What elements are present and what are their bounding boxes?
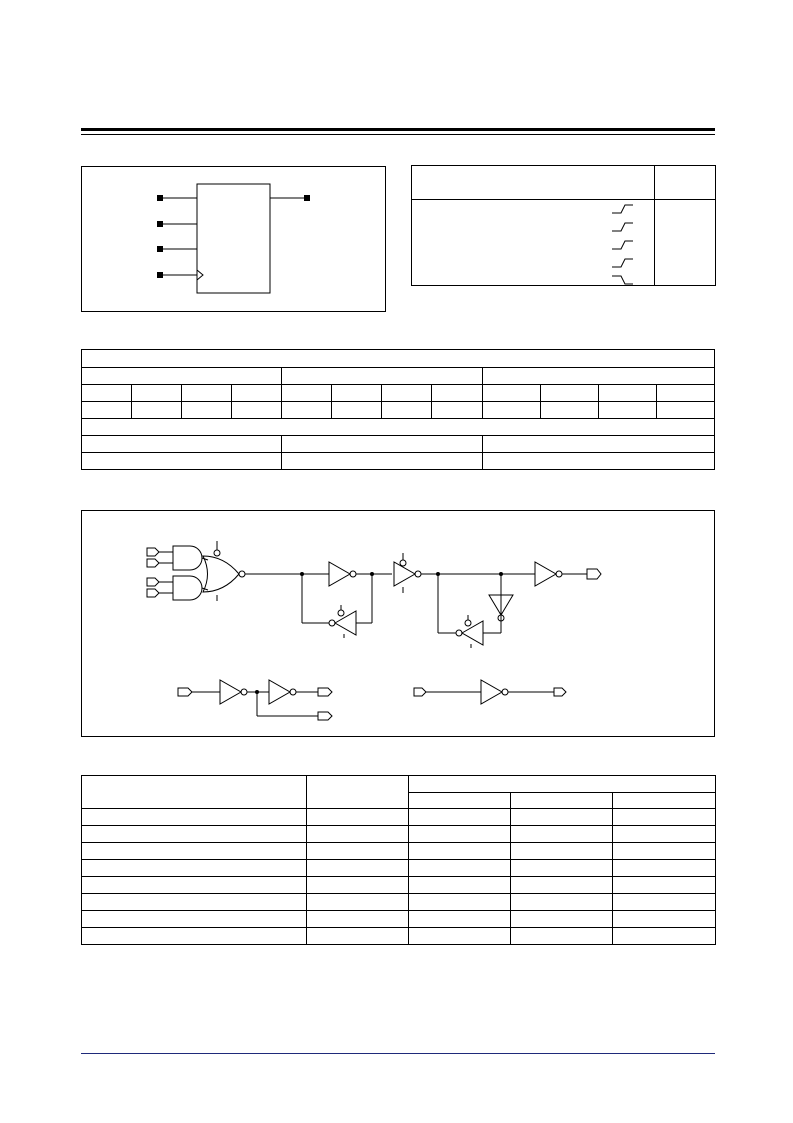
enable-input-arrow — [414, 688, 426, 696]
header-rule-thick — [81, 128, 715, 131]
junction-3 — [436, 572, 440, 576]
junction-1 — [300, 572, 304, 576]
input-arrow-1 — [147, 548, 173, 556]
rising-edge-2 — [612, 223, 633, 231]
characteristics-table — [81, 775, 716, 945]
clock-output-arrow-1 — [318, 688, 332, 696]
falling-edge — [612, 276, 633, 284]
characteristics-row — [82, 894, 716, 911]
logic-diagram — [82, 511, 714, 736]
characteristics-row — [82, 826, 716, 843]
output-pin — [270, 195, 310, 201]
input-arrow-2 — [147, 559, 173, 567]
logic-diagram-box — [81, 510, 715, 737]
input-pin-3 — [157, 246, 197, 252]
output-arrow — [587, 569, 601, 579]
logic-symbol-box — [81, 166, 386, 312]
clock-input-arrow — [178, 688, 192, 696]
and-gate-2 — [173, 576, 202, 600]
pin-table-group-row — [82, 368, 715, 385]
output-inverter — [535, 562, 556, 586]
junction-4 — [499, 572, 503, 576]
characteristics-row — [82, 877, 716, 894]
characteristics-row — [82, 911, 716, 928]
characteristics-row — [82, 843, 716, 860]
characteristics-header-row — [82, 776, 716, 793]
pin-table-header-row — [82, 385, 715, 402]
logic-symbol-diagram — [82, 167, 385, 311]
footer-rule — [81, 1053, 715, 1054]
truth-table-header-divider — [412, 199, 715, 200]
rising-edge-1 — [612, 205, 633, 213]
truth-table — [411, 165, 716, 286]
characteristics-row — [82, 928, 716, 945]
input-pin-1 — [157, 195, 197, 201]
clock-pin — [157, 270, 203, 280]
nor-gate — [203, 556, 239, 592]
junction-2 — [370, 572, 374, 576]
input-arrow-4 — [147, 589, 173, 597]
truth-table-column-divider — [654, 166, 655, 285]
clock-inverter-2 — [269, 680, 290, 704]
pin-table-value-row-2 — [82, 453, 715, 470]
enable-output-arrow — [554, 688, 566, 696]
pin-table — [81, 349, 715, 470]
input-pin-2 — [157, 221, 197, 227]
enable-inverter — [481, 680, 502, 704]
nor-bubble — [239, 571, 245, 577]
header-rule-thin — [81, 134, 715, 135]
pin-table-title-row — [82, 350, 715, 368]
and-gate-1 — [173, 546, 202, 570]
clock-output-arrow-2 — [318, 712, 332, 720]
pin-table-group-row-2 — [82, 436, 715, 453]
pin-table-value-row — [82, 402, 715, 419]
characteristics-row — [82, 860, 716, 877]
characteristics-row — [82, 809, 716, 826]
clock-inverter-1 — [220, 680, 241, 704]
pin-table-section-row — [82, 419, 715, 436]
clock-edge-waveforms — [608, 202, 638, 288]
junction-5 — [255, 690, 259, 694]
rising-edge-3 — [612, 241, 633, 249]
inverter-1 — [329, 562, 350, 586]
rising-edge-4 — [612, 259, 633, 267]
input-arrow-3 — [147, 578, 173, 586]
